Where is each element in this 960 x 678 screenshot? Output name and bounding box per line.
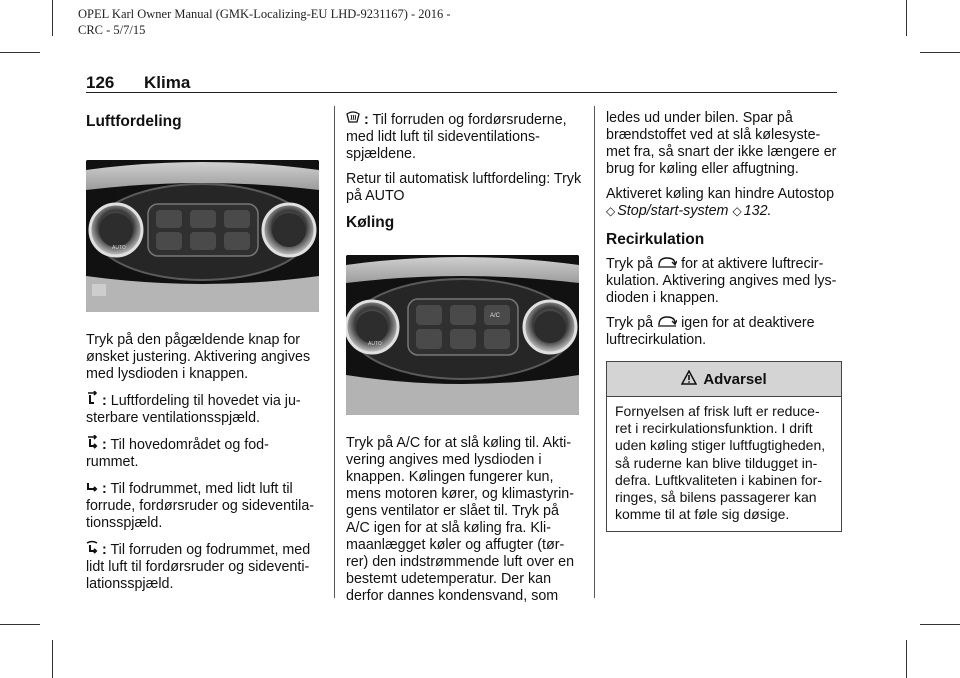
recirc-on-prefix: Tryk på [606,256,654,272]
autostop-text: Aktiveret køling kan hindre Autostop [606,186,835,202]
section-heading-luftfordeling: Luftfordeling [86,113,182,130]
header-line-2: CRC - 5/7/15 [78,23,146,37]
recirc-off-text: igen for at deaktivere luftrecirkulation. [606,315,815,348]
climate-panel-photo [86,160,319,312]
vent-item [86,391,322,427]
section-heading-recirkulation: Recirkulation [606,231,705,248]
item-separator: : [102,393,107,409]
ac-panel-photo [346,255,579,415]
recirculation-icon [657,315,681,331]
crop-mark [906,0,907,36]
crop-mark [52,640,53,678]
crop-mark [906,640,907,678]
section-heading-koling: Køling [346,214,395,231]
defrost-text: Til forruden og fordørsruderne, med lidt luft til sideventilations- spjældene. [346,112,567,162]
crop-mark [920,52,960,53]
windscreen-defrost-icon [346,110,360,129]
stop-start-link[interactable]: Stop/start-system [617,203,729,219]
autostop-paragraph [606,186,842,220]
defrost-paragraph [346,110,582,163]
reference-arrow-icon: ◇ [606,204,616,218]
vent-face-icon [86,391,98,410]
return-paragraph: Retur til automatisk luftfordeling: Tryk på AUTO [346,171,582,204]
vent-face-feet-icon [86,435,98,454]
item-separator: : [364,112,369,128]
ac-label: A/C [490,313,501,319]
chapter-title: Klima [144,73,191,92]
vent-defrost-feet-icon [86,540,98,559]
vent-item [86,540,322,593]
warning-text: Fornyelsen af frisk luft er reduce- ret i recirkulationsfunktion. I drift uden køling stiger luftfugtigheden, så ruderne kan blive tildugget in- defra. Luftkvaliteten i kabinen for- ringes, så bilens passagerer kan komme til at føle sig døsige. [615,403,826,523]
recirc-on-text: for at aktivere luftrecir- kulation. Aktivering angives med lys- dioden i knappen. [606,256,837,306]
recirc-on-paragraph [606,256,842,307]
climate-panel-illustration [86,160,319,312]
column-3 [606,106,842,532]
item-separator: : [102,481,107,497]
intro-paragraph: Tryk på den pågældende knap for ønsket justering. Aktivering angives med lysdioden i knappen. [86,332,311,382]
column-2 [346,106,582,605]
vent-item [86,479,322,532]
recirculation-icon [657,256,681,272]
warning-header [607,362,841,397]
reference-arrow-icon: ◇ [732,204,742,218]
vent-item [86,435,322,471]
document-header [78,6,451,38]
recirc-off-prefix: Tryk på [606,315,654,331]
vent-item-text: Luftfordeling til hovedet via ju- sterbare ventilationsspjæld. [86,393,301,426]
page-reference[interactable]: 132. [743,203,772,219]
warning-box [606,361,842,532]
knob-label: AUTO [112,245,126,251]
warning-title: Advarsel [703,370,767,388]
recirc-off-paragraph [606,315,842,349]
crop-mark [52,0,53,36]
item-separator: : [102,437,107,453]
warning-icon [681,370,697,389]
page-heading [86,70,837,93]
vent-feet-icon [86,479,98,498]
vent-item-text: Til hovedområdet og fod- rummet. [86,437,269,470]
continued-paragraph: ledes ud under bilen. Spar på brændstoffet ved at slå kølesyste- met fra, så snart der ikke længere er brug for køling eller affugtning. [606,110,837,177]
page-number: 126 [86,73,115,92]
crop-mark [0,52,40,53]
column-divider [594,106,595,598]
column-1 [86,106,322,593]
crop-mark [0,624,40,625]
cooling-paragraph: Tryk på A/C for at slå køling til. Akti- vering angives med lysdioden i knappen. Kølingen fungerer kun, mens motoren kører, og klimastyrin- gens ventilator er slået til. Tryk på A/C igen for at slå køling fra. Kli- maanlægget køler og affugter (tør- rer) den indstrømmende luft over en bestemt udetemperatur. Der kan derfor dannes kondensvand, som [346,435,575,604]
crop-mark [920,624,960,625]
header-line-1: OPEL Karl Owner Manual (GMK-Localizing-EU LHD-9231167) - 2016 - [78,7,451,21]
item-separator: : [102,542,107,558]
column-divider [334,106,335,598]
ac-panel-illustration [346,255,579,415]
vent-item-text: Til forruden og fodrummet, med lidt luft til fordørsruder og sideventi- lationsspjæld. [86,542,311,592]
vent-item-text: Til fodrummet, med lidt luft til forrude, fordørsruder og sideventila- tionsspjæld. [86,481,315,531]
knob-label: AUTO [368,341,382,347]
